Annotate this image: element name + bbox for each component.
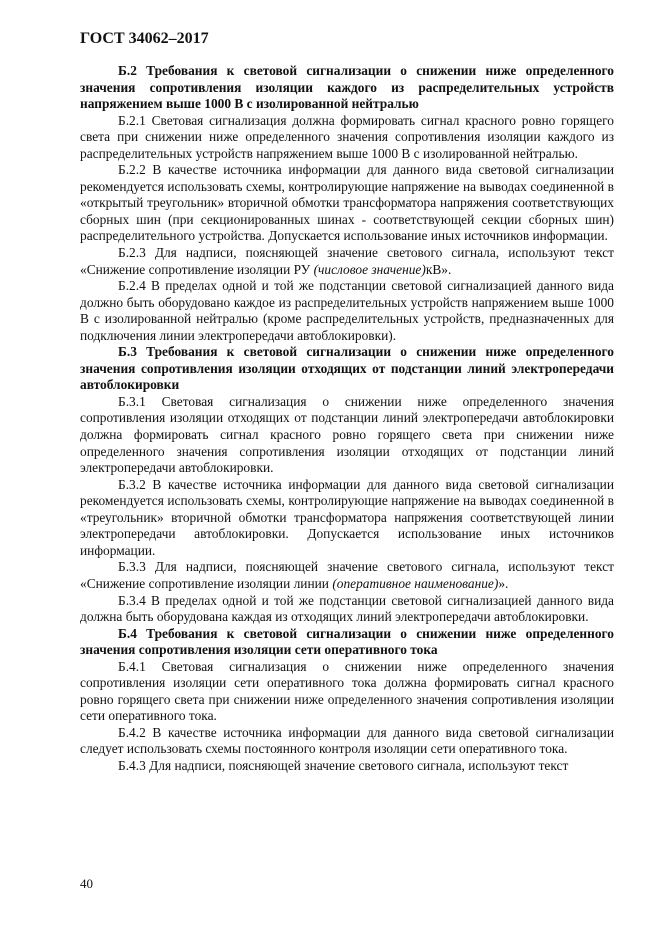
paragraph-b4-1: Б.4.1 Световая сигнализация о снижении ниже определенного значения сопротивления изоляции сети оперативного тока должна формировать сигнал красного ровно горящего света при снижении ниже определенного значения сопротивления изоляции сети оперативного тока.: [80, 658, 614, 724]
section-heading-b2: Б.2 Требования к световой сигнализации о снижении ниже определенного значения сопротивления изоляции каждого из распределительных устройств напряжением выше 1000 В с изолированной нейтралью: [80, 63, 614, 112]
paragraph-b3-1: Б.3.1 Световая сигнализация о снижении ниже определенного значения сопротивления изоляции отходящих от подстанции линий электропередачи автоблокировки должна формировать сигнал красного ровно горящего света при снижении ниже определенного значения сопротивления изоляции отходящих от подстанции линий электропередачи автоблокировки.: [80, 393, 614, 476]
italic-placeholder: (числовое значение): [313, 261, 426, 277]
text: ».: [498, 575, 509, 591]
paragraph-b2-2: Б.2.2 В качестве источника информации для данного вида световой сигнализации рекомендуется использовать схемы, контролирующие напряжение на выводах соединенной в «открытый треугольник» вторичной обмотки трансформатора напряжения соответствующих сборных шин (при секционированных шинах - соответствующей секции сборных шин) распределительного устройства. Допускается использование иных источников информации.: [80, 162, 614, 244]
paragraph-b3-2: Б.3.2 В качестве источника информации для данного вида световой сигнализации рекомендуется использовать схемы, контролирующие напряжение на выводах соединенной в «треугольник» вторичной обмотки трансформатора напряжения соответствующей линии электропередачи автоблокировки. Допускается использование иных источников информации.: [80, 476, 614, 558]
paragraph-b4-3: Б.4.3 Для надписи, поясняющей значение светового сигнала, используют текст: [118, 757, 569, 773]
paragraph-b3-4: Б.3.4 В пределах одной и той же подстанции световой сигнализацией данного вида должна быть оборудована каждая из отходящих линий электропередачи автоблокировки.: [80, 592, 614, 625]
italic-placeholder: (оперативное наименование): [332, 575, 499, 591]
page-number: 40: [80, 876, 93, 891]
paragraph-b2-3: [80, 245, 614, 278]
document-header: ГОСТ 34062–2017: [80, 30, 209, 47]
text: Б.2.3 Для надписи, поясняющей значение светового сигнала, используют текст «Снижение сопротивление изоляции РУ: [80, 245, 614, 277]
paragraph-b4-2: Б.4.2 В качестве источника информации для данного вида световой сигнализации следует использовать схемы постоянного контроля изоляции сети оперативного тока.: [80, 724, 614, 757]
paragraph-b2-1: Б.2.1 Световая сигнализация должна формировать сигнал красного ровно горящего света при снижении ниже определенного значения сопротивления изоляции каждого из распределительных устройств напряжением выше 1000 В с изолированной нейтралью.: [80, 112, 614, 161]
paragraph-b2-4: Б.2.4 В пределах одной и той же подстанции световой сигнализацией данного вида должно быть оборудовано каждое из распределительных устройств напряжением выше 1000 В с изолированной нейтралью (кроме распределительных устройств, предназначенных для подключения линии электропередачи автоблокировки).: [80, 278, 614, 343]
text: Б.3.3 Для надписи, поясняющей значение светового сигнала, используют текст «Снижение сопротивление изоляции линии: [80, 559, 614, 591]
section-heading-b4: Б.4 Требования к световой сигнализации о снижении ниже определенного значения сопротивления изоляции сети оперативного тока: [80, 625, 614, 658]
section-heading-b3: Б.3 Требования к световой сигнализации о снижении ниже определенного значения сопротивления изоляции отходящих от подстанции линий электропередачи автоблокировки: [80, 344, 614, 393]
page-content: [80, 63, 614, 775]
text: кВ».: [425, 261, 452, 277]
paragraph-b3-3: [80, 559, 614, 592]
